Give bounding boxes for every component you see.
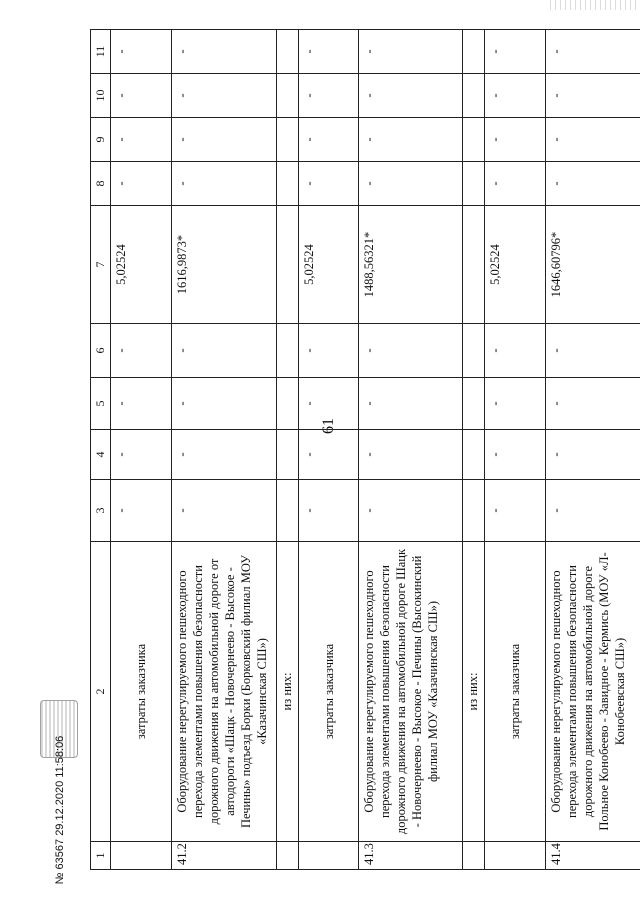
header-cell: 6 bbox=[91, 324, 111, 378]
value-cell bbox=[277, 162, 299, 206]
header-cell: 8 bbox=[91, 162, 111, 206]
value-cell: - bbox=[485, 74, 545, 118]
value-cell: - bbox=[485, 378, 545, 430]
value-cell: 1646,60796* bbox=[545, 206, 640, 324]
table-row bbox=[298, 30, 358, 870]
scan-edge-artifact bbox=[550, 0, 640, 10]
value-cell bbox=[277, 430, 299, 480]
value-cell: 5,02524 bbox=[485, 206, 545, 324]
value-cell: - bbox=[298, 118, 358, 162]
value-cell: - bbox=[171, 74, 276, 118]
value-cell: - bbox=[545, 430, 640, 480]
value-cell bbox=[463, 324, 485, 378]
row-number-cell: 41.3 bbox=[359, 842, 463, 870]
value-cell: 5,02524 bbox=[111, 206, 171, 324]
value-cell: - bbox=[359, 324, 463, 378]
value-cell: - bbox=[359, 480, 463, 542]
value-cell: 5,02524 bbox=[298, 206, 358, 324]
value-cell: - bbox=[171, 324, 276, 378]
value-cell bbox=[277, 480, 299, 542]
row-name-cell: Оборудование нерегулируемого пешеходного перехода элементами повышения безопасности дорожного движения на автомобильной дороге Шацк - Новочернеево - Высокое - Печины (Высокинский филиал МОУ «Казачинская СШ») bbox=[359, 542, 463, 842]
value-cell: - bbox=[485, 480, 545, 542]
value-cell bbox=[277, 30, 299, 74]
value-cell: - bbox=[298, 162, 358, 206]
table-frame bbox=[90, 40, 640, 870]
value-cell bbox=[277, 206, 299, 324]
row-number-cell bbox=[463, 842, 485, 870]
header-cell: 11 bbox=[91, 30, 111, 74]
row-number-cell bbox=[111, 842, 171, 870]
value-cell: - bbox=[359, 378, 463, 430]
value-cell: - bbox=[111, 480, 171, 542]
table-row bbox=[485, 30, 545, 870]
value-cell: - bbox=[485, 118, 545, 162]
value-cell: - bbox=[111, 118, 171, 162]
header-cell: 4 bbox=[91, 430, 111, 480]
value-cell: - bbox=[171, 378, 276, 430]
value-cell: - bbox=[359, 30, 463, 74]
value-cell: - bbox=[298, 378, 358, 430]
value-cell: - bbox=[111, 324, 171, 378]
row-name-cell: затраты заказчика bbox=[298, 542, 358, 842]
value-cell: - bbox=[111, 378, 171, 430]
value-cell: - bbox=[359, 74, 463, 118]
value-cell: - bbox=[111, 30, 171, 74]
value-cell: - bbox=[359, 162, 463, 206]
value-cell: - bbox=[171, 30, 276, 74]
value-cell: - bbox=[111, 430, 171, 480]
header-cell: 3 bbox=[91, 480, 111, 542]
value-cell bbox=[463, 118, 485, 162]
value-cell: - bbox=[485, 324, 545, 378]
value-cell: - bbox=[545, 480, 640, 542]
value-cell: 1488,56321* bbox=[359, 206, 463, 324]
row-number-cell: 41.2 bbox=[171, 842, 276, 870]
document-stamp bbox=[40, 700, 80, 885]
table-row bbox=[359, 30, 463, 870]
header-cell: 5 bbox=[91, 378, 111, 430]
row-number-cell: 41.4 bbox=[545, 842, 640, 870]
value-cell: - bbox=[485, 162, 545, 206]
header-cell: 1 bbox=[91, 842, 111, 870]
value-cell: - bbox=[545, 324, 640, 378]
value-cell: - bbox=[298, 74, 358, 118]
value-cell: - bbox=[171, 480, 276, 542]
table-row bbox=[111, 30, 171, 870]
value-cell bbox=[277, 118, 299, 162]
value-cell: - bbox=[545, 74, 640, 118]
value-cell bbox=[463, 162, 485, 206]
row-number-cell bbox=[485, 842, 545, 870]
value-cell: - bbox=[298, 480, 358, 542]
value-cell bbox=[463, 378, 485, 430]
header-cell: 7 bbox=[91, 206, 111, 324]
value-cell: - bbox=[545, 378, 640, 430]
row-number-cell bbox=[277, 842, 299, 870]
row-name-cell: Оборудование нерегулируемого пешеходного перехода элементами повышения безопасности дорожного движения на автомобильной дороге Польное Конобеево - Завидное - Кермись (МОУ «Л-Конобеевская СШ») bbox=[545, 542, 640, 842]
header-cell: 2 bbox=[91, 542, 111, 842]
value-cell bbox=[463, 430, 485, 480]
header-row bbox=[91, 30, 111, 870]
value-cell: - bbox=[171, 162, 276, 206]
value-cell bbox=[277, 74, 299, 118]
row-name-cell: из них: bbox=[277, 542, 299, 842]
value-cell: - bbox=[359, 118, 463, 162]
value-cell bbox=[277, 378, 299, 430]
value-cell bbox=[463, 480, 485, 542]
value-cell: - bbox=[171, 118, 276, 162]
value-cell: - bbox=[545, 162, 640, 206]
row-name-cell: затраты заказчика bbox=[485, 542, 545, 842]
table-row bbox=[463, 30, 485, 870]
value-cell: - bbox=[298, 430, 358, 480]
row-name-cell: Оборудование нерегулируемого пешеходного перехода элементами повышения безопасности дорожного движения на автомобильной дороге от автодороги «Шацк - Новочернеево - Высокое - Печины» подъезд Борки (Борковский филиал МОУ «Казачинская СШ») bbox=[171, 542, 276, 842]
page-number: 61 bbox=[320, 418, 337, 434]
header-cell: 9 bbox=[91, 118, 111, 162]
budget-table bbox=[90, 29, 640, 870]
value-cell: - bbox=[111, 74, 171, 118]
table-row bbox=[545, 30, 640, 870]
row-name-cell: из них: bbox=[463, 542, 485, 842]
table-row bbox=[277, 30, 299, 870]
value-cell bbox=[463, 74, 485, 118]
value-cell bbox=[463, 30, 485, 74]
value-cell: - bbox=[111, 162, 171, 206]
header-cell: 10 bbox=[91, 74, 111, 118]
row-name-cell: затраты заказчика bbox=[111, 542, 171, 842]
value-cell: - bbox=[298, 30, 358, 74]
value-cell: 1616,9873* bbox=[171, 206, 276, 324]
value-cell: - bbox=[485, 430, 545, 480]
value-cell: - bbox=[545, 30, 640, 74]
value-cell bbox=[277, 324, 299, 378]
value-cell: - bbox=[545, 118, 640, 162]
value-cell: - bbox=[485, 30, 545, 74]
rotated-table-container bbox=[90, 40, 640, 870]
table-row bbox=[171, 30, 276, 870]
value-cell: - bbox=[298, 324, 358, 378]
row-number-cell bbox=[298, 842, 358, 870]
value-cell bbox=[463, 206, 485, 324]
value-cell: - bbox=[359, 430, 463, 480]
document-id-text: № 63567 29.12.2020 11:58:06 bbox=[54, 735, 66, 885]
value-cell: - bbox=[171, 430, 276, 480]
